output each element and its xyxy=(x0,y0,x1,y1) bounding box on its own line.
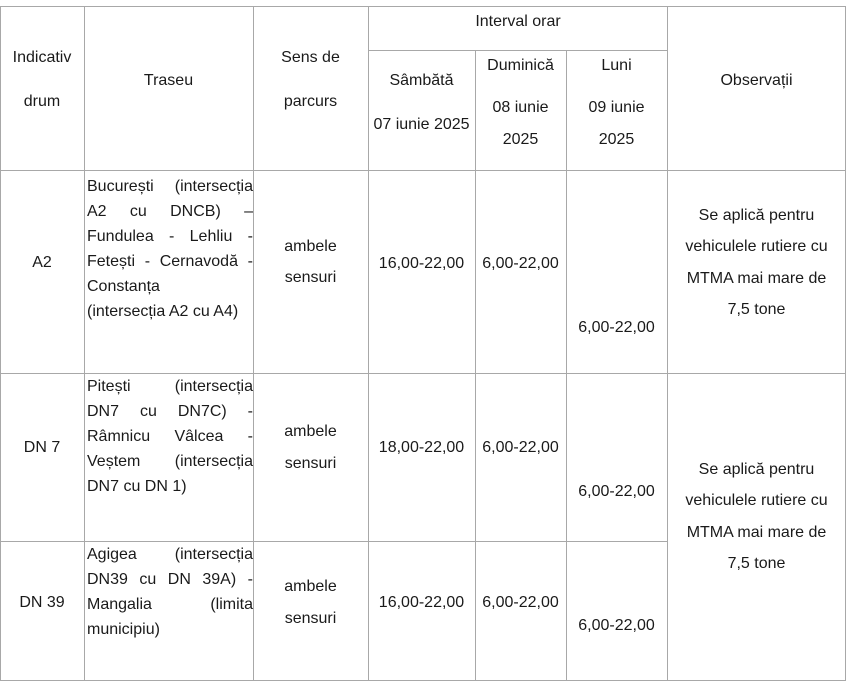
observatii-line: vehiculele rutiere cu xyxy=(685,492,828,509)
sens-cell-1: ambele xyxy=(284,423,337,440)
header-duminica-2: 08 iunie xyxy=(492,99,549,116)
header-indicativ-2: drum xyxy=(23,93,61,110)
header-sambata-1: Sâmbătă xyxy=(389,72,454,89)
drum-cell: DN 7 xyxy=(23,439,61,456)
observatii-line: MTMA mai mare de xyxy=(686,524,827,541)
duminica-cell: 6,00-22,00 xyxy=(482,439,559,456)
header-interval-orar: Interval orar xyxy=(475,13,561,30)
header-indicativ-1: Indicativ xyxy=(12,49,72,66)
header-luni-3: 2025 xyxy=(598,131,635,148)
observatii-line: Se aplică pentru xyxy=(698,207,815,224)
sens-cell-2: sensuri xyxy=(284,610,337,627)
header-duminica-1: Duminică xyxy=(487,57,554,74)
luni-cell: 6,00-22,00 xyxy=(578,319,655,336)
duminica-cell: 6,00-22,00 xyxy=(482,594,559,611)
sens-cell-1: ambele xyxy=(284,238,337,255)
sens-cell-2: sensuri xyxy=(284,269,337,286)
drum-cell: DN 39 xyxy=(19,594,65,611)
header-sambata-2: 07 iunie 2025 xyxy=(373,116,470,133)
traseu-cell: Pitești (intersecția DN7 cu DN7C) - Râmnicu Vâlcea - Veștem (intersecția DN7 cu DN 1) xyxy=(87,378,253,495)
header-observatii: Observații xyxy=(720,72,793,89)
header-luni-2: 09 iunie xyxy=(588,99,645,116)
header-sens-2: parcurs xyxy=(283,93,338,110)
luni-cell: 6,00-22,00 xyxy=(578,483,655,500)
duminica-cell: 6,00-22,00 xyxy=(482,255,559,272)
traseu-cell: București (intersecția A2 cu DNCB) – Fundulea - Lehliu - Fetești - Cernavodă - Constanța (intersecția A2 cu A4) xyxy=(87,178,253,320)
sambata-cell: 16,00-22,00 xyxy=(378,255,465,272)
observatii-line: 7,5 tone xyxy=(727,555,786,572)
drum-cell: A2 xyxy=(32,254,52,271)
sens-cell-1: ambele xyxy=(284,578,337,595)
header-luni-1: Luni xyxy=(601,57,632,74)
luni-cell: 6,00-22,00 xyxy=(578,617,655,634)
header-sens-1: Sens de xyxy=(281,49,340,66)
header-traseu: Traseu xyxy=(143,72,194,89)
header-duminica-3: 2025 xyxy=(502,131,539,148)
observatii-line: vehiculele rutiere cu xyxy=(685,238,828,255)
observatii-line: MTMA mai mare de xyxy=(686,270,827,287)
observatii-line: 7,5 tone xyxy=(727,301,786,318)
observatii-line: Se aplică pentru xyxy=(698,461,815,478)
sambata-cell: 16,00-22,00 xyxy=(378,594,465,611)
sens-cell-2: sensuri xyxy=(284,455,337,472)
traseu-cell: Agigea (intersecția DN39 cu DN 39A) - Mangalia (limita municipiu) xyxy=(87,546,253,638)
sambata-cell: 18,00-22,00 xyxy=(378,439,465,456)
